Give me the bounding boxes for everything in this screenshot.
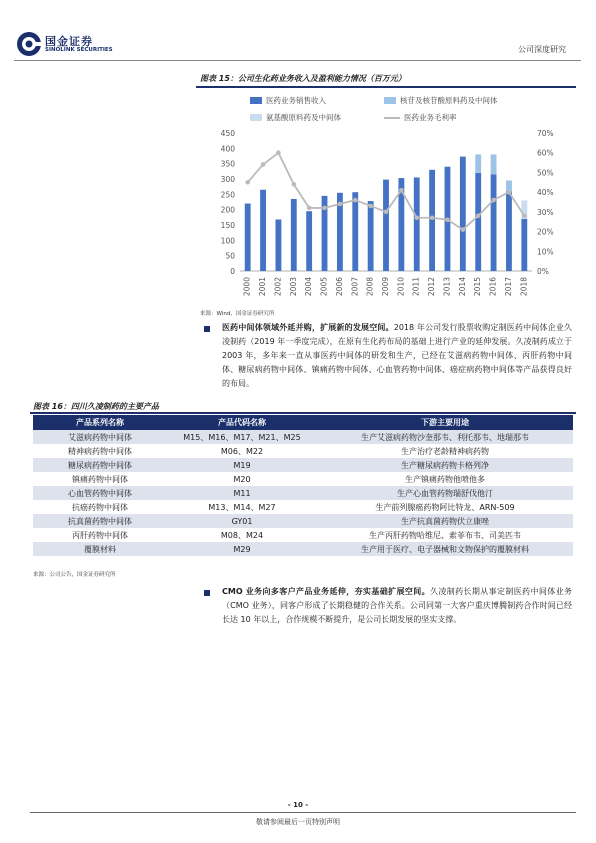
legend-sales: 医药业务销售收入 (250, 95, 326, 106)
table-row (33, 500, 573, 514)
y-left-tick-label: 0 (230, 267, 235, 276)
page-number: - 10 - (287, 801, 309, 809)
bar-sales (521, 219, 527, 271)
table-cell: 抗癌药物中间体 (33, 500, 167, 514)
table-cell: 生产丙肝药物哈维尼、索菲布韦、司美匹韦 (317, 528, 573, 542)
legend-swatch-amino (250, 114, 262, 121)
bar-sales (506, 191, 512, 271)
x-tick-label: 2009 (381, 277, 390, 297)
bar-sales (475, 173, 481, 271)
margin-point (338, 202, 343, 207)
table-cell: M11 (167, 486, 317, 500)
bar-sales (491, 174, 497, 271)
x-tick-label: 2000 (242, 277, 252, 297)
bullet-icon (204, 590, 210, 596)
margin-point (399, 188, 404, 193)
x-tick-label: 2002 (273, 277, 283, 297)
x-tick-label: 2006 (334, 277, 344, 297)
x-tick-label: 2017 (503, 277, 513, 297)
figure-15-source: 来源：Wind，国金证券研究所 (200, 311, 275, 317)
figure-16-title-divider (30, 412, 576, 414)
table-cell: 生产用于医疗、电子器械和文物保护的覆膜材料 (317, 542, 573, 556)
x-tick-label: 2018 (519, 277, 529, 297)
table-cell: M20 (167, 472, 317, 486)
x-tick-label: 2011 (411, 277, 421, 297)
legend-margin: 医药业务毛利率 (384, 112, 457, 123)
margin-point (353, 198, 358, 203)
column-header: 下游主要用途 (317, 415, 573, 430)
y-left-tick-label: 200 (220, 205, 235, 215)
x-tick-label: 2012 (427, 277, 437, 297)
margin-point (276, 150, 281, 155)
y-left-tick-label: 50 (225, 251, 235, 261)
table-cell: 镇痛药物中间体 (33, 472, 167, 486)
table-cell: 生产治疗老龄精神病药物 (317, 444, 573, 458)
margin-point (522, 214, 527, 219)
revenue-margin-chart (196, 125, 576, 305)
bar-sales (429, 170, 435, 271)
legend-line-margin (384, 117, 400, 119)
x-tick-label: 2014 (457, 277, 467, 297)
header-divider (14, 60, 581, 61)
table-cell: 生产艾滋病药物沙奎那韦、利托那韦、地瑞那韦 (317, 430, 573, 444)
legend-swatch-sales (250, 97, 262, 104)
bar-nucleoside (506, 181, 512, 192)
margin-point (507, 190, 512, 195)
bullet-icon (204, 326, 210, 332)
table-row (33, 542, 573, 556)
table-row (33, 514, 573, 528)
bar-sales (276, 219, 282, 271)
table-header-row (33, 415, 573, 430)
y-left-tick-label: 300 (220, 175, 235, 184)
paragraph-outreach: 医药中间体领域外延并购，扩展新的发展空间。2018 年公司发行股票收购定制医药中间体企业久凌制药（2019 年一季度完成），在原有生化药布局的基础上进行产业的延伸发展。久凌制药成立于 2003 年，多年来一直从事医药中间体的研发和生产，已经在艾滋病药物中间体、丙肝药物中间体、糖尿病药物中间体、镇痛药物中间体、心血管药物中间体、癌症病药物中间体等产品获得良好的布局。 (222, 323, 573, 388)
table-row (33, 472, 573, 486)
bar-sales (383, 180, 389, 271)
x-tick-label: 2004 (304, 277, 314, 297)
y-left-tick-label: 100 (220, 236, 235, 246)
products-table (33, 415, 573, 556)
table-cell: M15、M16、M17、M21、M25 (167, 430, 317, 444)
legend-swatch-nucleoside (384, 97, 396, 104)
table-cell: GY01 (167, 514, 317, 528)
bar-sales (260, 190, 266, 271)
x-tick-label: 2003 (288, 277, 298, 297)
margin-point (261, 162, 266, 167)
table-cell: 心血管药物中间体 (33, 486, 167, 500)
logo-text-cn: 国金证券 (45, 35, 93, 48)
table-row (33, 458, 573, 472)
margin-point (476, 214, 481, 219)
table-cell: M19 (167, 458, 317, 472)
table-row (33, 430, 573, 444)
bar-sales (352, 192, 358, 271)
x-tick-label: 2013 (442, 277, 452, 297)
legend-amino: 氨基酸原料药及中间体 (250, 112, 341, 123)
y-right-tick-label: 40% (537, 188, 554, 198)
footer-divider (30, 812, 576, 813)
y-right-tick-label: 10% (537, 247, 554, 257)
margin-point (245, 180, 250, 185)
table-cell: 生产心血管药物瑞舒伐他汀 (317, 486, 573, 500)
y-right-tick-label: 20% (537, 227, 554, 237)
table-cell: 糖尿病药物中间体 (33, 458, 167, 472)
x-tick-label: 2010 (396, 277, 406, 297)
table-cell: 丙肝药物中间体 (33, 528, 167, 542)
column-header: 产品代码名称 (167, 415, 317, 430)
y-right-tick-label: 70% (537, 129, 554, 138)
x-tick-label: 2005 (319, 277, 329, 297)
bar-nucleoside (475, 154, 481, 172)
bar-nucleoside (491, 154, 497, 174)
figure-15-title-divider (196, 86, 576, 88)
column-header: 产品系列名称 (33, 415, 167, 430)
margin-point (491, 198, 496, 203)
margin-point (461, 227, 466, 232)
table-cell: 生产镇痛药物他喷他多 (317, 472, 573, 486)
margin-point (445, 217, 450, 222)
footer-disclaimer: 敬请参阅最后一页特别声明 (256, 818, 340, 826)
y-left-tick-label: 350 (220, 159, 235, 169)
bar-sales (414, 177, 420, 271)
table-row (33, 486, 573, 500)
margin-point (322, 206, 327, 211)
margin-point (307, 206, 312, 211)
x-tick-label: 2016 (488, 277, 498, 297)
table-row (33, 444, 573, 458)
sinolink-logo-icon (16, 31, 42, 57)
figure-15-title: 图表 15：公司生化药业务收入及盈利能力情况（百万元） (200, 74, 406, 83)
margin-point (291, 182, 296, 187)
x-tick-label: 2007 (350, 277, 360, 297)
bar-sales (245, 204, 251, 271)
y-right-tick-label: 0% (537, 267, 549, 276)
bar-sales (368, 201, 374, 271)
y-right-tick-label: 60% (537, 148, 554, 158)
table-cell: 覆膜材料 (33, 542, 167, 556)
table-cell: 抗真菌药物中间体 (33, 514, 167, 528)
y-right-tick-label: 50% (537, 168, 554, 178)
table-cell: 生产糖尿病药物卡格列净 (317, 458, 573, 472)
report-type: 公司深度研究 (518, 45, 566, 54)
table-cell: 艾滋病药物中间体 (33, 430, 167, 444)
y-left-tick-label: 450 (220, 129, 235, 138)
margin-point (414, 215, 419, 220)
table-cell: M29 (167, 542, 317, 556)
x-tick-label: 2015 (473, 277, 483, 297)
figure-16-title: 图表 16：四川久凌制药的主要产品 (33, 402, 159, 411)
bar-sales (460, 157, 466, 271)
table-cell: 生产前列腺癌药物阿比特龙、ARN-509 (317, 500, 573, 514)
y-left-tick-label: 400 (220, 144, 235, 154)
x-tick-label: 2001 (258, 277, 268, 297)
legend-nucleoside: 核苷及核苷酸原料药及中间体 (384, 95, 498, 106)
bar-sales (306, 211, 312, 271)
y-left-tick-label: 150 (220, 221, 235, 230)
paragraph-cmo: CMO 业务向多客户产品业务延伸，夯实基础扩展空间。久凌制药长期从事定制医药中间体业务（CMO 业务），同客户形成了长期稳健的合作关系。公司同第一大客户重庆博腾制药合作时间已经长达 10 年以上，合作规模不断提升，是公司长期发展的坚实支撑。 (222, 587, 572, 624)
y-right-tick-label: 30% (537, 207, 554, 217)
page-header (0, 0, 596, 62)
figure-16-source: 来源：公司公告，国金证券研究所 (33, 572, 116, 578)
bar-sales (291, 199, 297, 271)
margin-point (368, 204, 373, 209)
table-cell: M06、M22 (167, 444, 317, 458)
margin-point (430, 215, 435, 220)
x-tick-label: 2008 (365, 277, 375, 297)
table-cell: M13、M14、M27 (167, 500, 317, 514)
table-row (33, 528, 573, 542)
table-cell: 生产抗真菌药物伏立康唑 (317, 514, 573, 528)
table-cell: M08、M24 (167, 528, 317, 542)
y-left-tick-label: 250 (220, 190, 235, 200)
logo-text-en: SINOLINK SECURITIES (45, 47, 113, 53)
margin-point (384, 210, 389, 215)
table-cell: 精神病药物中间体 (33, 444, 167, 458)
